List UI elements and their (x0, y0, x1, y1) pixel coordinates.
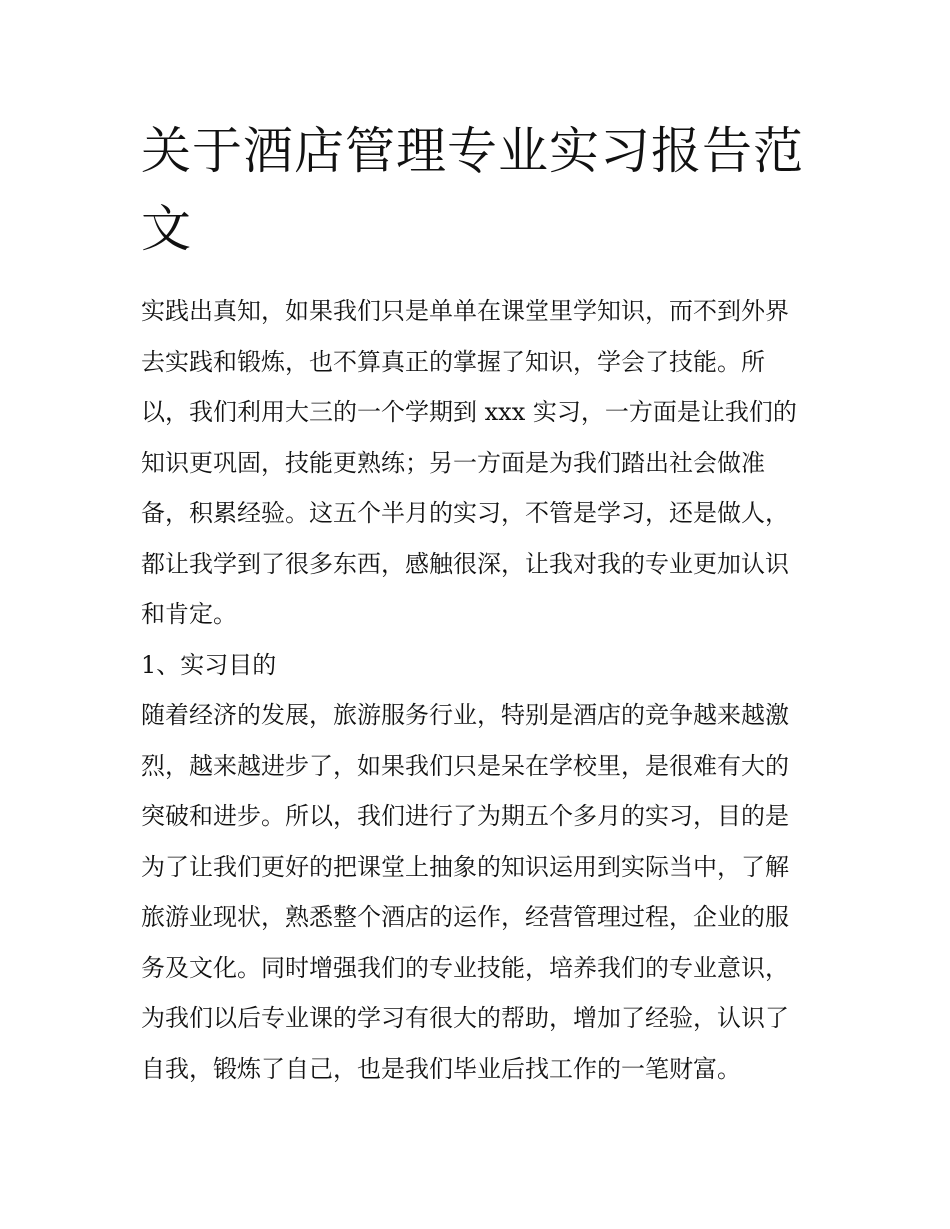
paragraph-line: 旅游业现状，熟悉整个酒店的运作，经营管理过程，企业的服 (141, 903, 789, 931)
intro-paragraph (141, 286, 813, 640)
document-page (141, 112, 813, 1094)
paragraph-line: 随着经济的发展，旅游服务行业，特别是酒店的竞争越来越激 (141, 701, 789, 729)
paragraph-line: 实践出真知，如果我们只是单单在课堂里学知识，而不到外界 (141, 297, 789, 325)
section-heading: 1、实习目的 (141, 650, 277, 679)
paragraph-line: 以，我们利用大三的一个学期到 xxx 实习，一方面是让我们的 (141, 398, 797, 426)
title-line: 文 (141, 200, 192, 258)
paragraph-line: 备，积累经验。这五个半月的实习，不管是学习，还是做人， (141, 499, 789, 527)
paragraph-line: 烈，越来越进步了，如果我们只是呆在学校里，是很难有大的 (141, 751, 789, 780)
paragraph-line: 务及文化。同时增强我们的专业技能，培养我们的专业意识， (141, 953, 789, 982)
paragraph-line: 为我们以后专业课的学习有很大的帮助，增加了经验，认识了 (141, 1004, 789, 1032)
paragraph-line: 知识更巩固，技能更熟练；另一方面是为我们踏出社会做准 (141, 448, 765, 477)
title-line: 关于酒店管理专业实习报告范 (141, 122, 804, 180)
paragraph-line: 突破和进步。所以，我们进行了为期五个多月的实习，目的是 (141, 802, 789, 830)
document-body (141, 286, 813, 1094)
section-paragraph (141, 690, 813, 1094)
document-title (141, 112, 813, 268)
paragraph-line: 为了让我们更好的把课堂上抽象的知识运用到实际当中，了解 (141, 852, 789, 881)
paragraph-line: 和肯定。 (141, 600, 237, 628)
paragraph-line: 自我，锻炼了自己，也是我们毕业后找工作的一笔财富。 (141, 1054, 741, 1083)
paragraph-line: 去实践和锻炼，也不算真正的掌握了知识，学会了技能。所 (141, 347, 765, 376)
paragraph-line: 都让我学到了很多东西，感触很深，让我对我的专业更加认识 (141, 549, 789, 578)
